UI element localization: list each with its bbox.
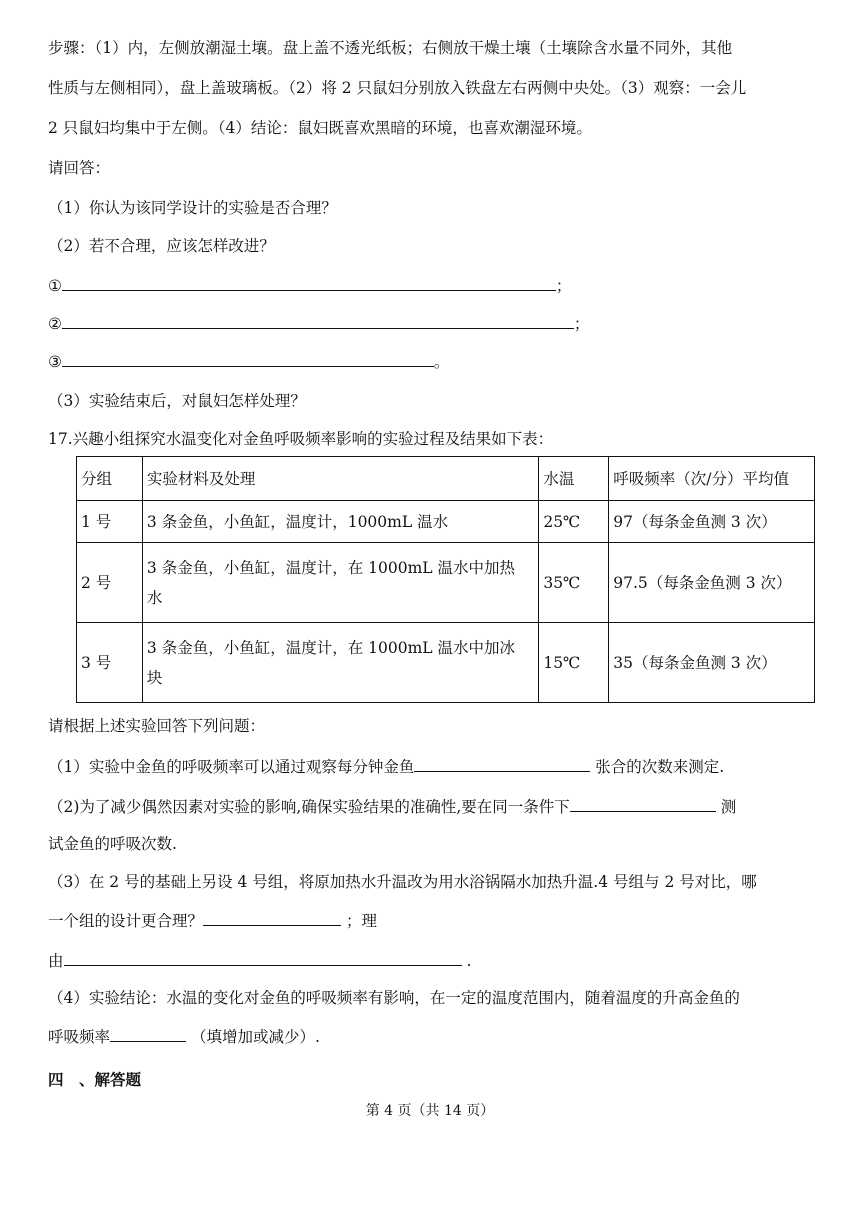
question-17-prompt: 请根据上述实验回答下列问题： xyxy=(48,717,266,735)
answer-blank-17-1[interactable] xyxy=(414,756,590,772)
section-heading: 四 、解答题 xyxy=(48,1071,142,1089)
question-16-2: （2）若不合理，应该怎样改进？ xyxy=(48,237,275,255)
answer-blank-1[interactable] xyxy=(62,275,556,291)
question-17-2-tail: 测 xyxy=(715,798,737,816)
answer-blank-line-3 xyxy=(48,351,449,372)
question-17-2 xyxy=(48,796,736,817)
table-header-row xyxy=(77,457,815,501)
cell-breathing-rate: 97.5（每条金鱼测 3 次） xyxy=(609,543,815,623)
question-17-3-reason xyxy=(48,950,471,971)
header-material: 实验材料及处理 xyxy=(142,457,538,501)
steps-line-1: 步骤：（1）内，左侧放潮湿土壤。盘上盖不透光纸板；右侧放干燥土壤（土壤除含水量不同外，其他 xyxy=(48,39,733,57)
cell-temperature: 35℃ xyxy=(539,543,609,623)
cell-breathing-rate: 97（每条金鱼测 3 次） xyxy=(609,501,815,543)
answer-blank-line-2 xyxy=(48,313,589,334)
header-group: 分组 xyxy=(77,457,143,501)
cell-material: 3 条金鱼，小鱼缸，温度计，1000mL 温水 xyxy=(142,501,538,543)
cell-material-line: 3 条金鱼，小鱼缸，温度计，在 1000mL 温水中加冰 xyxy=(146,638,516,657)
question-17-1 xyxy=(48,756,724,777)
question-17-1-tail: 张合的次数来测定. xyxy=(590,758,725,776)
answer-blank-3[interactable] xyxy=(62,351,434,367)
table-row xyxy=(77,543,815,623)
blank-suffix-3: 。 xyxy=(433,353,450,371)
cell-group: 3 号 xyxy=(77,623,143,703)
table-row xyxy=(77,623,815,703)
answer-prompt: 请回答： xyxy=(48,159,111,177)
question-17-1-text: （1）实验中金鱼的呼吸频率可以通过观察每分钟金鱼 xyxy=(48,758,415,776)
blank-suffix-1: ； xyxy=(555,277,572,295)
question-17-3: （3）在 2 号的基础上另设 4 号组，将原加热水升温改为用水浴锅隔水加热升温.4 号组与 2 号对比，哪 xyxy=(48,873,757,891)
cell-material-line: 3 条金鱼，小鱼缸，温度计，在 1000mL 温水中加热 xyxy=(146,558,516,577)
question-17-4: （4）实验结论：水温的变化对金鱼的呼吸频率有影响，在一定的温度范围内，随着温度的升高金鱼的 xyxy=(48,989,740,1007)
table-row xyxy=(77,501,815,543)
header-temperature: 水温 xyxy=(539,457,609,501)
cell-material-line: 水 xyxy=(146,588,163,607)
question-17-title: 17.兴趣小组探究水温变化对金鱼呼吸频率影响的实验过程及结果如下表： xyxy=(48,430,554,448)
cell-breathing-rate: 35（每条金鱼测 3 次） xyxy=(609,623,815,703)
question-17-3-reason-tail: . xyxy=(461,952,472,970)
question-17-3-text: 一个组的设计更合理？ xyxy=(48,912,204,930)
blank-marker-1: ① xyxy=(48,277,62,295)
cell-group: 1 号 xyxy=(77,501,143,543)
question-16-3: （3）实验结束后，对鼠妇怎样处理？ xyxy=(48,392,306,410)
experiment-table xyxy=(76,456,815,703)
question-17-4-text: 呼吸频率 xyxy=(48,1028,111,1046)
question-17-2-cont: 试金鱼的呼吸次数. xyxy=(48,835,177,853)
blank-suffix-2: ； xyxy=(573,315,590,333)
cell-temperature: 25℃ xyxy=(539,501,609,543)
question-17-4-cont xyxy=(48,1026,320,1047)
question-17-2-text: （2)为了减少偶然因素对实验的影响,确保实验结果的准确性,要在同一条件下 xyxy=(48,798,570,816)
cell-material-line: 块 xyxy=(146,668,163,687)
answer-blank-line-1 xyxy=(48,275,571,296)
blank-marker-3: ③ xyxy=(48,353,62,371)
question-17-3-reason-label: 由 xyxy=(48,952,64,970)
question-17-4-tail: （填增加或减少）. xyxy=(186,1028,320,1046)
steps-line-3: 2 只鼠妇均集中于左侧。（4）结论：鼠妇既喜欢黑暗的环境，也喜欢潮湿环境。 xyxy=(48,119,592,137)
cell-group: 2 号 xyxy=(77,543,143,623)
steps-line-2: 性质与左侧相同），盘上盖玻璃板。（2）将 2 只鼠妇分别放入铁盘左右两侧中央处。（3）观察：一会儿 xyxy=(48,79,747,97)
question-17-3-tail: ；理 xyxy=(341,912,377,930)
header-breathing-rate: 呼吸频率（次/分）平均值 xyxy=(609,457,815,501)
cell-material xyxy=(142,623,538,703)
cell-material xyxy=(142,543,538,623)
answer-blank-17-4[interactable] xyxy=(110,1026,186,1042)
answer-blank-17-2[interactable] xyxy=(570,796,716,812)
answer-blank-2[interactable] xyxy=(62,313,574,329)
question-17-3-cont xyxy=(48,910,377,931)
blank-marker-2: ② xyxy=(48,315,62,333)
cell-temperature: 15℃ xyxy=(539,623,609,703)
answer-blank-17-3a[interactable] xyxy=(203,910,341,926)
answer-blank-17-3b[interactable] xyxy=(64,950,462,966)
question-16-1: （1）你认为该同学设计的实验是否合理？ xyxy=(48,199,337,217)
page-footer: 第 4 页（共 14 页） xyxy=(365,1103,495,1119)
